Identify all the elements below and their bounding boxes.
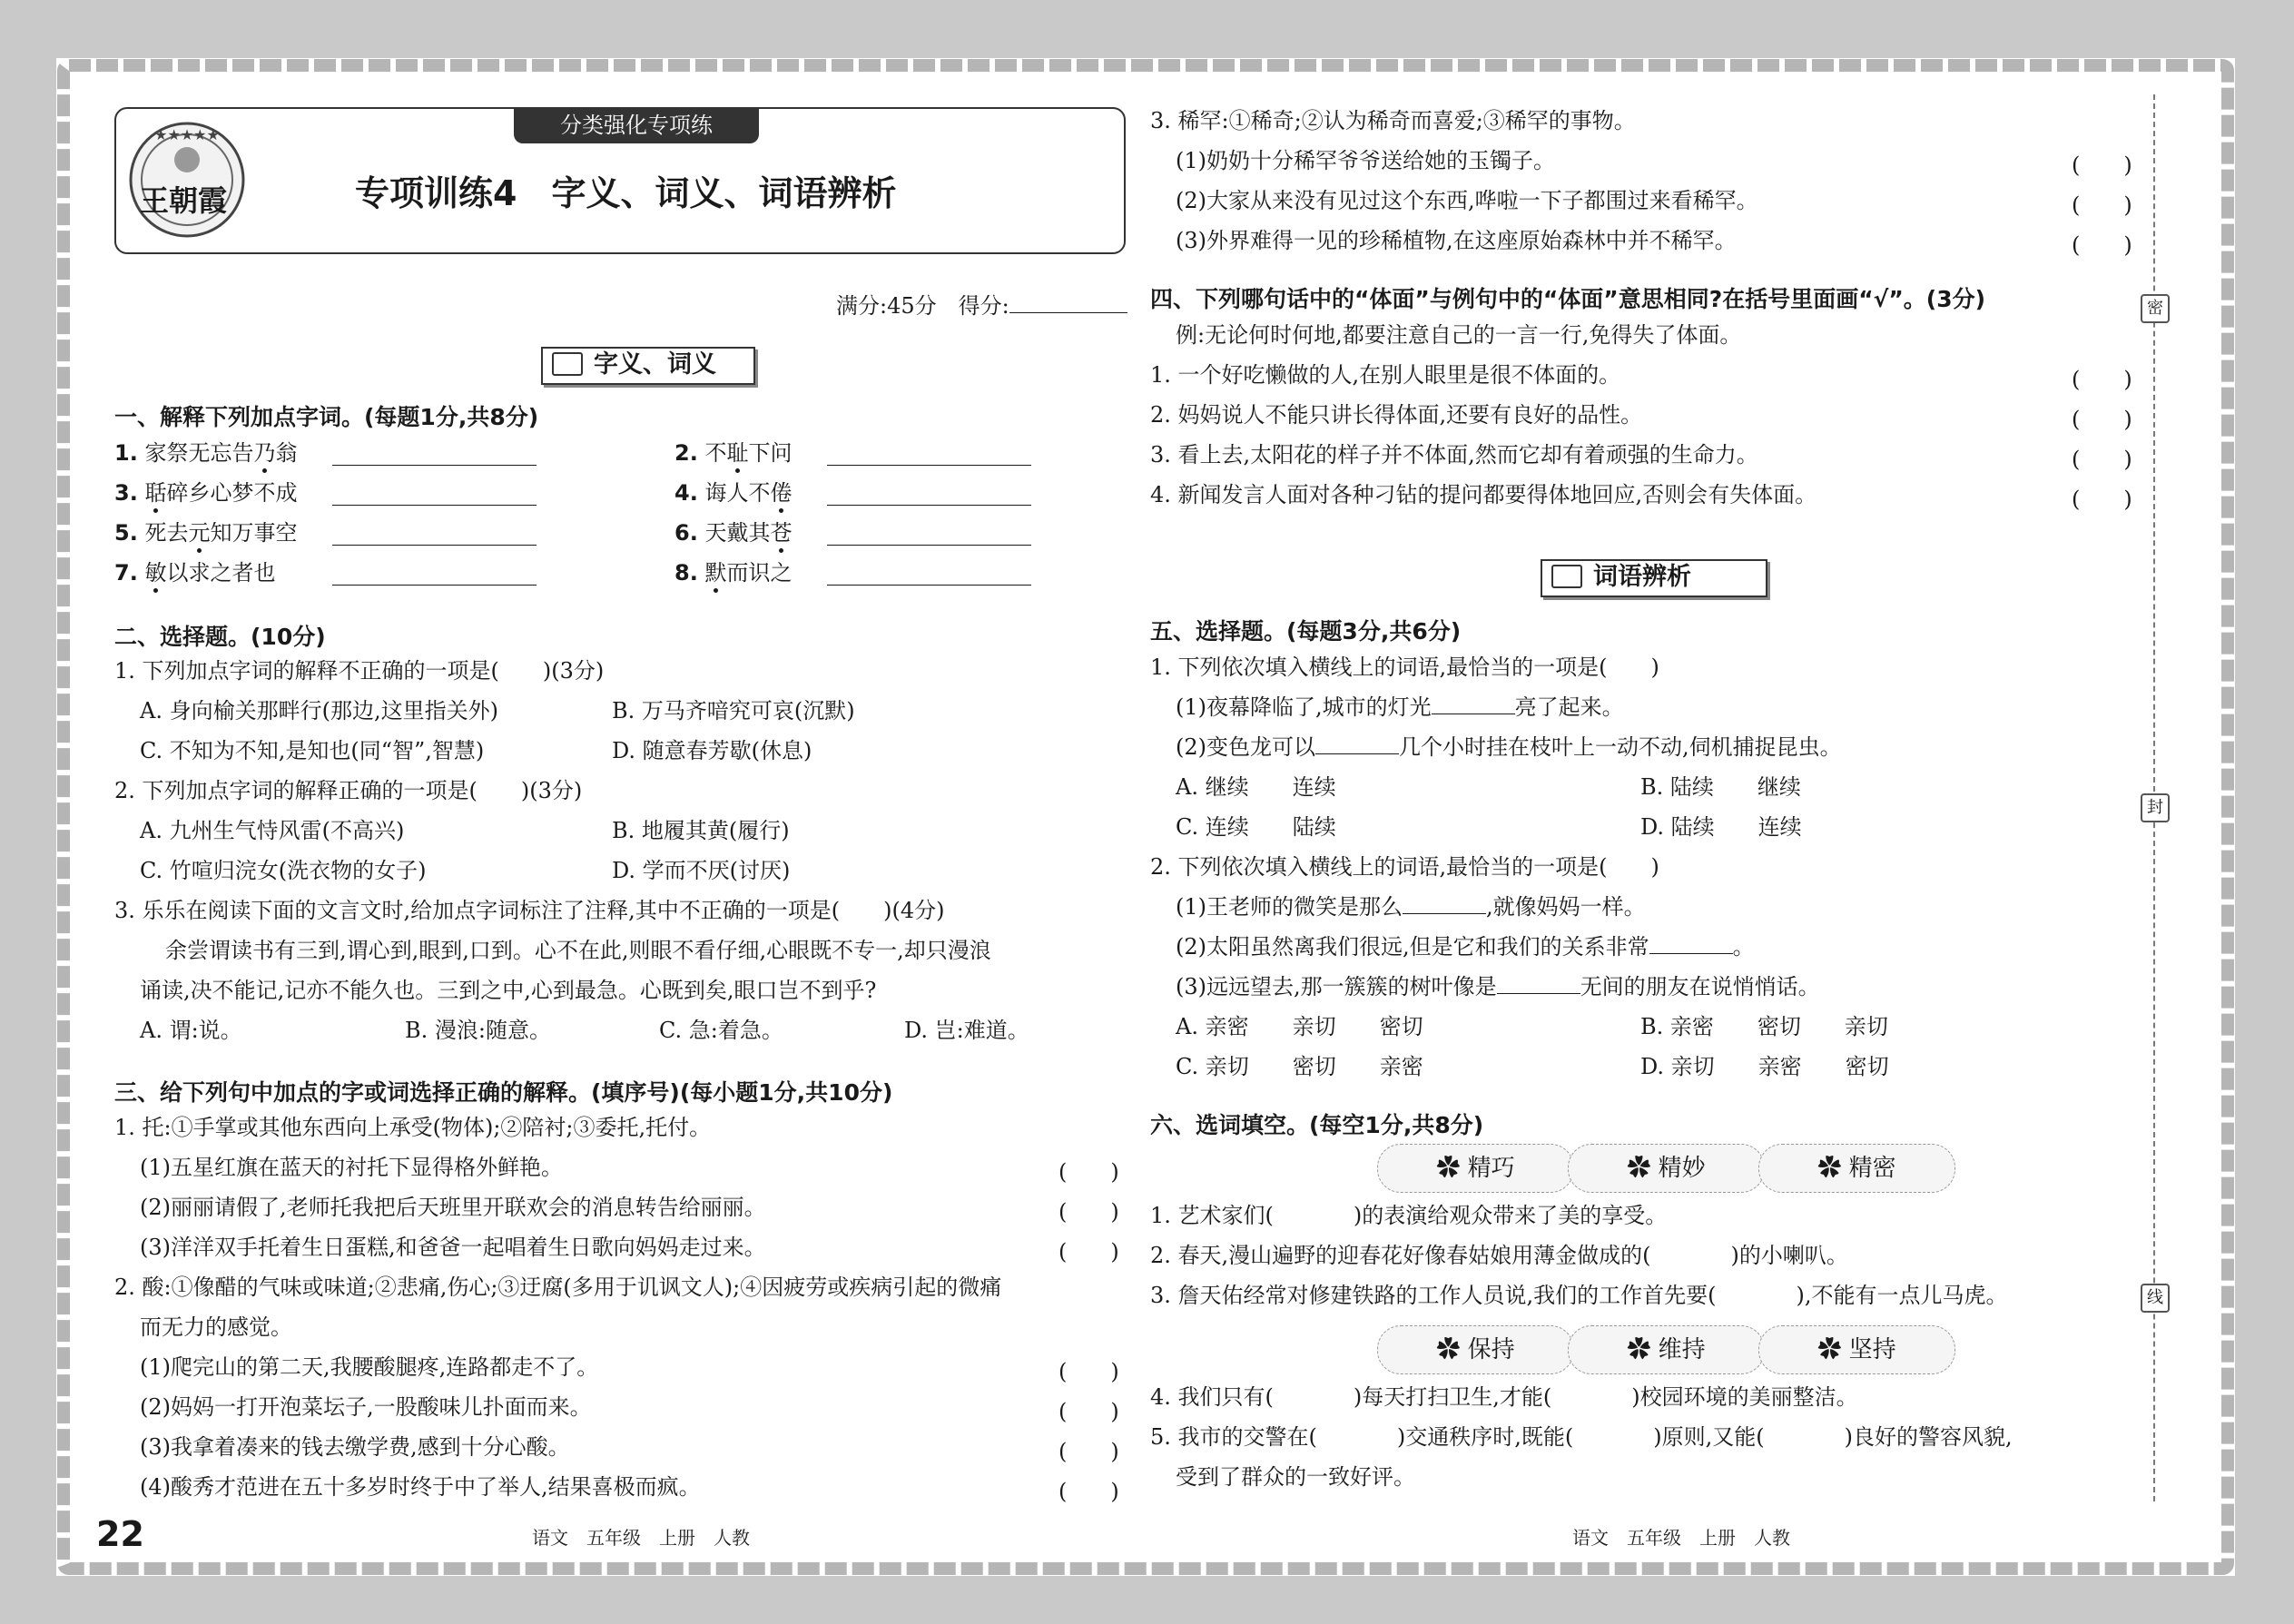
answer-parens[interactable]: ( ) — [1058, 1239, 1119, 1265]
word-box: ✿ 精妙 — [1568, 1144, 1765, 1193]
q3-word-2-cont: 而无力的感觉。 — [140, 1314, 292, 1340]
q5-fill-sentence: (1)王老师的微笑是那么 ,就像妈妈一样。 — [1176, 894, 1646, 920]
flower-icon: ✿ — [1627, 1336, 1659, 1363]
q6-item: 2. 春天,漫山遍野的迎春花好像春姑娘用薄金做成的( )的小喇叭。 — [1150, 1243, 1848, 1268]
answer-parens[interactable]: ( ) — [1058, 1399, 1119, 1424]
answer-line[interactable] — [827, 585, 1031, 586]
option-b: B. 万马齐喑究可哀(沉默) — [612, 698, 855, 723]
binding-label: 密 — [2141, 294, 2170, 323]
q5-fill-sentence: (2)太阳虽然离我们很远,但是它和我们的关系非常 。 — [1176, 934, 1755, 960]
option-b: B. 地履其黄(履行) — [612, 818, 790, 843]
option-d: D. 陆续 连续 — [1640, 814, 1802, 840]
q1-item: 7. 敏以求之者也 — [114, 560, 276, 586]
option-c: C. 亲切 密切 亲密 — [1176, 1054, 1423, 1079]
answer-line[interactable] — [332, 545, 537, 546]
answer-line[interactable] — [332, 585, 537, 586]
q1-item: 1. 家祭无忘告乃翁 — [114, 440, 298, 466]
q3-word-1: 1. 托:①手掌或其他东西向上承受(物体);②陪衬;③委托,托付。 — [114, 1115, 712, 1140]
option-a: A. 亲密 亲切 密切 — [1176, 1014, 1423, 1039]
q3-sentence: (2)妈妈一打开泡菜坛子,一股酸味儿扑面而来。 — [140, 1394, 592, 1420]
logo-text: 王朝霞 — [140, 183, 228, 218]
q1-item: 5. 死去元知万事空 — [114, 520, 298, 546]
option-d: D. 岂:难道。 — [904, 1018, 1029, 1043]
section-title-2: 词语辨析 — [1541, 559, 1767, 597]
option-c: C. 连续 陆续 — [1176, 814, 1336, 840]
q4-title: 四、下列哪句话中的“体面”与例句中的“体面”意思相同?在括号里面画“√”。(3分) — [1150, 286, 1986, 312]
q5-fill-sentence: (1)夜幕降临了,城市的灯光 亮了起来。 — [1176, 694, 1624, 720]
q4-example: 例:无论何时何地,都要注意自己的一言一行,免得失了体面。 — [1176, 322, 1742, 348]
q3-word-3: 3. 稀罕:①稀奇;②认为稀奇而喜爱;③稀罕的事物。 — [1150, 108, 1636, 133]
worksheet-page — [56, 58, 2235, 1576]
q1-item: 2. 不耻下问 — [674, 440, 793, 466]
q3-sentence: (4)酸秀才范进在五十多岁时终于中了举人,结果喜极而疯。 — [140, 1474, 701, 1500]
q6-title: 六、选词填空。(每空1分,共8分) — [1150, 1112, 1484, 1138]
answer-line[interactable] — [827, 545, 1031, 546]
classical-passage-line: 诵读,决不能记,记亦不能久也。三到之中,心到最急。心既到矣,眼口岂不到乎? — [140, 978, 877, 1003]
q5-title: 五、选择题。(每题3分,共6分) — [1150, 618, 1462, 645]
answer-parens[interactable]: ( ) — [2072, 407, 2132, 432]
category-banner: 分类强化专项练 — [514, 107, 759, 143]
q2-question-2: 2. 下列加点字词的解释正确的一项是( )(3分) — [114, 778, 583, 803]
q4-item: 1. 一个好吃懒做的人,在别人眼里是很不体面的。 — [1150, 362, 1621, 388]
q2-question-1: 1. 下列加点字词的解释不正确的一项是( )(3分) — [114, 658, 605, 684]
page-title: 专项训练4 字义、词义、词语辨析 — [355, 173, 897, 213]
q5-question-1: 1. 下列依次填入横线上的词语,最恰当的一项是( ) — [1150, 655, 1659, 680]
option-c: C. 急:着急。 — [659, 1018, 783, 1043]
q2-title: 二、选择题。(10分) — [114, 624, 326, 650]
option-c: C. 不知为不知,是知也(同“智”,智慧) — [140, 738, 485, 763]
q3-sentence: (1)奶奶十分稀罕爷爷送给她的玉镯子。 — [1176, 148, 1555, 173]
flower-icon: ✿ — [1436, 1336, 1468, 1363]
flower-icon: ✿ — [1627, 1155, 1659, 1182]
answer-parens[interactable]: ( ) — [2072, 487, 2132, 512]
option-a: A. 九州生气恃风雷(不高兴) — [140, 818, 405, 843]
q6-item: 1. 艺术家们( )的表演给观众带来了美的享受。 — [1150, 1203, 1668, 1228]
classical-passage-line: 余尝谓读书有三到,谓心到,眼到,口到。心不在此,则眼不看仔细,心眼既不专一,却只漫浪 — [165, 938, 991, 963]
option-a: A. 谓:说。 — [140, 1018, 242, 1043]
q1-title: 一、解释下列加点字词。(每题1分,共8分) — [114, 404, 539, 430]
binding-label: 封 — [2141, 793, 2170, 822]
option-a: A. 身向榆关那畔行(那边,这里指关外) — [140, 698, 498, 723]
q3-sentence: (3)我拿着凑来的钱去缴学费,感到十分心酸。 — [140, 1434, 570, 1460]
option-d: D. 学而不厌(讨厌) — [612, 858, 791, 883]
q3-title: 三、给下列句中加点的字或词选择正确的解释。(填序号)(每小题1分,共10分) — [114, 1079, 893, 1106]
q1-item: 8. 默而识之 — [674, 560, 793, 586]
answer-line[interactable] — [827, 465, 1031, 466]
option-b: B. 陆续 继续 — [1640, 774, 1801, 800]
answer-line[interactable] — [332, 465, 537, 466]
q4-item: 4. 新闻发言人面对各种刁钻的提问都要得体地回应,否则会有失体面。 — [1150, 482, 1817, 507]
q1-item: 4. 诲人不倦 — [674, 480, 793, 506]
word-box: ✿ 坚持 — [1758, 1325, 1955, 1374]
option-c: C. 竹喧归浣女(洗衣物的女子) — [140, 858, 427, 883]
q3-sentence: (1)爬完山的第二天,我腰酸腿疼,连路都走不了。 — [140, 1354, 599, 1380]
flower-icon: ✿ — [1436, 1155, 1468, 1182]
svg-text:★★★★★: ★★★★★ — [154, 126, 220, 143]
q3-sentence: (2)大家从来没有见过这个东西,哗啦一下子都围过来看稀罕。 — [1176, 188, 1758, 213]
q6-item: 5. 我市的交警在( )交通秩序时,既能( )原则,又能( )良好的警容风貌, — [1150, 1424, 2013, 1450]
q6-item: 3. 詹天佑经常对修建铁路的工作人员说,我们的工作首先要( ),不能有一点儿马虎。 — [1150, 1283, 2008, 1308]
word-box: ✿ 保持 — [1377, 1325, 1574, 1374]
answer-parens[interactable]: ( ) — [2072, 192, 2132, 218]
answer-parens[interactable]: ( ) — [1058, 1199, 1119, 1225]
word-box: ✿ 精巧 — [1377, 1144, 1574, 1193]
flower-icon: ✿ — [1817, 1155, 1849, 1182]
q1-item: 6. 天戴其苍 — [674, 520, 793, 546]
footer-left: 语文 五年级 上册 人教 — [532, 1527, 750, 1549]
book-icon — [1551, 565, 1582, 588]
q5-fill-sentence: (2)变色龙可以 几个小时挂在枝叶上一动不动,伺机捕捉昆虫。 — [1176, 734, 1842, 760]
answer-parens[interactable]: ( ) — [1058, 1159, 1119, 1185]
q3-sentence: (1)五星红旗在蓝天的衬托下显得格外鲜艳。 — [140, 1155, 563, 1180]
flower-icon: ✿ — [1817, 1336, 1849, 1363]
binding-label: 线 — [2141, 1284, 2170, 1313]
q5-question-2: 2. 下列依次填入横线上的词语,最恰当的一项是( ) — [1150, 854, 1659, 880]
page-number: 22 — [96, 1514, 144, 1554]
answer-parens[interactable]: ( ) — [2072, 447, 2132, 472]
q4-item: 3. 看上去,太阳花的样子并不体面,然而它却有着顽强的生命力。 — [1150, 442, 1758, 468]
score-label: 满分:45分 得分: — [836, 292, 1127, 320]
option-d: D. 亲切 亲密 密切 — [1640, 1054, 1889, 1079]
footer-right: 语文 五年级 上册 人教 — [1572, 1527, 1790, 1549]
option-d: D. 随意春芳歇(休息) — [612, 738, 812, 763]
q3-sentence: (3)洋洋双手托着生日蛋糕,和爸爸一起唱着生日歌向妈妈走过来。 — [140, 1235, 766, 1260]
q4-item: 2. 妈妈说人不能只讲长得体面,还要有良好的品性。 — [1150, 402, 1643, 428]
answer-parens[interactable]: ( ) — [2072, 153, 2132, 178]
answer-parens[interactable]: ( ) — [2072, 232, 2132, 258]
q3-sentence: (3)外界难得一见的珍稀植物,在这座原始森林中并不稀罕。 — [1176, 228, 1737, 253]
answer-line[interactable] — [827, 505, 1031, 506]
q6-item-cont: 受到了群众的一致好评。 — [1176, 1464, 1415, 1490]
book-icon — [552, 352, 583, 376]
option-b: B. 亲密 密切 亲切 — [1640, 1014, 1888, 1039]
section-title-1: 字义、词义 — [541, 347, 755, 385]
logo — [114, 107, 260, 251]
q5-fill-sentence: (3)远远望去,那一簇簇的树叶像是 无间的朋友在说悄悄话。 — [1176, 974, 1820, 999]
answer-parens[interactable]: ( ) — [2072, 367, 2132, 392]
answer-line[interactable] — [332, 505, 537, 506]
answer-parens[interactable]: ( ) — [1058, 1439, 1119, 1464]
q3-word-2: 2. 酸:①像醋的气味或味道;②悲痛,伤心;③迂腐(多用于讥讽文人);④因疲劳或疾病引起的微痛 — [114, 1275, 1002, 1300]
answer-parens[interactable]: ( ) — [1058, 1479, 1119, 1504]
option-a: A. 继续 连续 — [1176, 774, 1336, 800]
q1-item: 3. 聒碎乡心梦不成 — [114, 480, 298, 506]
q6-item: 4. 我们只有( )每天打扫卫生,才能( )校园环境的美丽整洁。 — [1150, 1384, 1858, 1410]
word-box: ✿ 精密 — [1758, 1144, 1955, 1193]
option-b: B. 漫浪:随意。 — [405, 1018, 551, 1043]
q3-sentence: (2)丽丽请假了,老师托我把后天班里开联欢会的消息转告给丽丽。 — [140, 1195, 766, 1220]
answer-parens[interactable]: ( ) — [1058, 1359, 1119, 1384]
q2-question-3: 3. 乐乐在阅读下面的文言文时,给加点字词标注了注释,其中不正确的一项是( )(4分) — [114, 898, 945, 923]
word-box: ✿ 维持 — [1568, 1325, 1765, 1374]
